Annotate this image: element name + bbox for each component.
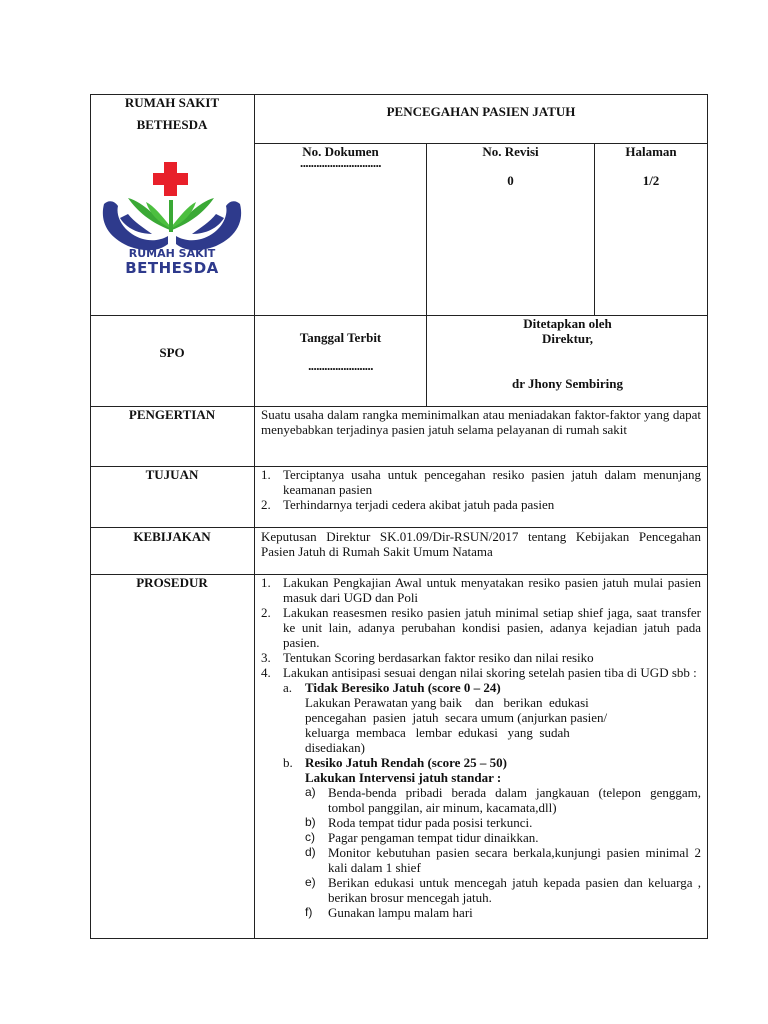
nested-list-number: e) [305, 875, 316, 889]
tujuan-label: TUJUAN [145, 467, 199, 482]
issue-date-label: Tanggal Terbit [299, 330, 382, 345]
list-text: Tentukan Scoring berdasarkan faktor resiko dan nilai resiko [283, 650, 594, 665]
sub-item-a [283, 680, 701, 920]
doc-number-value: .............................. [300, 156, 381, 170]
table-border-left [90, 94, 91, 939]
institution-name-line2: BETHESDA [136, 117, 208, 132]
logo-text-line1: RUMAH SAKIT [128, 247, 216, 260]
sub-list-item [283, 680, 701, 755]
table-border-bottom [90, 938, 708, 939]
page-value: 1/2 [642, 173, 660, 188]
list-number: 1. [261, 575, 271, 590]
institution-name [90, 94, 254, 132]
nested-list-item [305, 905, 701, 920]
page-label: Halaman [625, 144, 677, 159]
list-item [261, 665, 701, 680]
nested-list-number: f) [305, 905, 313, 919]
nested-list-text: Pagar pengaman tempat tidur dinaikkan. [328, 830, 539, 845]
logo-text-line2: BETHESDA [125, 259, 219, 277]
sub-item-a-line: disediakan) [305, 740, 365, 755]
nested-list-text: Benda-benda pribadi berada dalam jangkauan (telepon genggam, tombol panggilan, air minum, kacamata,dll) [328, 785, 701, 815]
approved-by [427, 316, 708, 346]
nested-list-item [305, 875, 701, 905]
approved-by-line2: Direktur, [542, 331, 593, 346]
spo-label: SPO [159, 345, 185, 360]
nested-list-item [305, 830, 701, 845]
nested-list-number: a) [305, 785, 316, 799]
list-item [261, 497, 701, 512]
doc-number-label: No. Dokumen [302, 144, 379, 159]
sub-list-number: b. [283, 755, 293, 770]
nested-list-item [305, 815, 701, 830]
nested-list-item [305, 845, 701, 875]
prosedur-label: PROSEDUR [136, 575, 208, 590]
hospital-logo [98, 160, 246, 280]
nested-list-text: Roda tempat tidur pada posisi terkunci. [328, 815, 533, 830]
list-text: Lakukan reasesmen resiko pasien jatuh minimal setiap shief jaga, saat transfer ke unit lain, adanya perubahan kondisi pasien, adanya kejadian jatuh pada pasien. [283, 605, 701, 650]
list-item [261, 467, 701, 497]
revision-label: No. Revisi [482, 144, 539, 159]
list-text: Lakukan antisipasi sesuai dengan nilai skoring setelah pasien tiba di UGD sbb : [283, 665, 697, 680]
sub-item-b-subtitle: Lakukan Intervensi jatuh standar : [305, 770, 502, 785]
list-number: 2. [261, 497, 271, 512]
kebijakan-label: KEBIJAKAN [133, 529, 211, 544]
tujuan-list [261, 467, 701, 512]
table-column-divider [254, 94, 255, 939]
sub-item-a-line: keluarga membaca lembar edukasi yang sudah [305, 725, 570, 740]
kebijakan-text: Keputusan Direktur SK.01.09/Dir-RSUN/2017 tentang Kebijakan Pencegahan Pasien Jatuh di Rumah Sakit Umum Natama [261, 529, 701, 559]
list-item [261, 605, 701, 650]
sub-item-a-line: pencegahan pasien jatuh secara umum (anjurkan pasien/ [305, 710, 608, 725]
nested-list-number: d) [305, 845, 316, 859]
list-text: Lakukan Pengkajian Awal untuk menyatakan resiko pasien jatuh mulai pasien masuk dari UGD dan Poli [283, 575, 701, 605]
list-item [261, 575, 701, 605]
sub-list-item [283, 755, 701, 920]
spo-document [90, 94, 708, 939]
sub-item-b-title: Resiko Jatuh Rendah (score 25 – 50) [305, 755, 507, 770]
prosedur-list [261, 575, 701, 920]
approved-by-line1: Ditetapkan oleh [523, 316, 612, 331]
list-text: Terciptanya usaha untuk pencegahan resiko pasien jatuh dalam menunjang keamanan pasien [283, 467, 701, 497]
table-border-right [707, 94, 708, 939]
list-text: Terhindarnya terjadi cedera akibat jatuh pada pasien [283, 497, 555, 512]
nested-list-number: c) [305, 830, 315, 844]
pengertian-label: PENGERTIAN [128, 407, 216, 422]
nested-list-number: b) [305, 815, 316, 829]
table-line-tujuan-bottom [90, 527, 708, 528]
nested-list-text: Monitor kebutuhan pasien secara berkala,kunjungi pasien minimal 2 kali dalam 1 shief [328, 845, 701, 875]
nested-list-item [305, 785, 701, 815]
list-number: 3. [261, 650, 271, 665]
document-title: PENCEGAHAN PASIEN JATUH [386, 104, 576, 119]
director-name: dr Jhony Sembiring [511, 376, 623, 391]
nested-list-text: Berikan edukasi untuk mencegah jatuh kepada pasien dan keluarga , berikan brosur mencegah jatuh. [328, 875, 701, 905]
sub-item-a-line: Lakukan Perawatan yang baik dan berikan edukasi [305, 695, 589, 710]
list-item [261, 650, 701, 665]
list-number: 2. [261, 605, 271, 620]
sub-list-number: a. [283, 680, 293, 695]
institution-name-line1: RUMAH SAKIT [124, 95, 220, 110]
nested-list-text: Gunakan lampu malam hari [328, 905, 473, 920]
revision-value: 0 [507, 173, 514, 188]
pengertian-text: Suatu usaha dalam rangka meminimalkan atau meniadakan faktor-faktor yang dapat menyebabkan terjadinya pasien jatuh selama pelayanan di rumah sakit [261, 407, 701, 437]
list-number: 1. [261, 467, 271, 482]
list-number: 4. [261, 665, 271, 680]
issue-date-value: ........................ [308, 359, 373, 373]
sub-item-a-title: Tidak Beresiko Jatuh (score 0 – 24) [305, 680, 501, 695]
table-column-divider-3 [594, 143, 595, 315]
